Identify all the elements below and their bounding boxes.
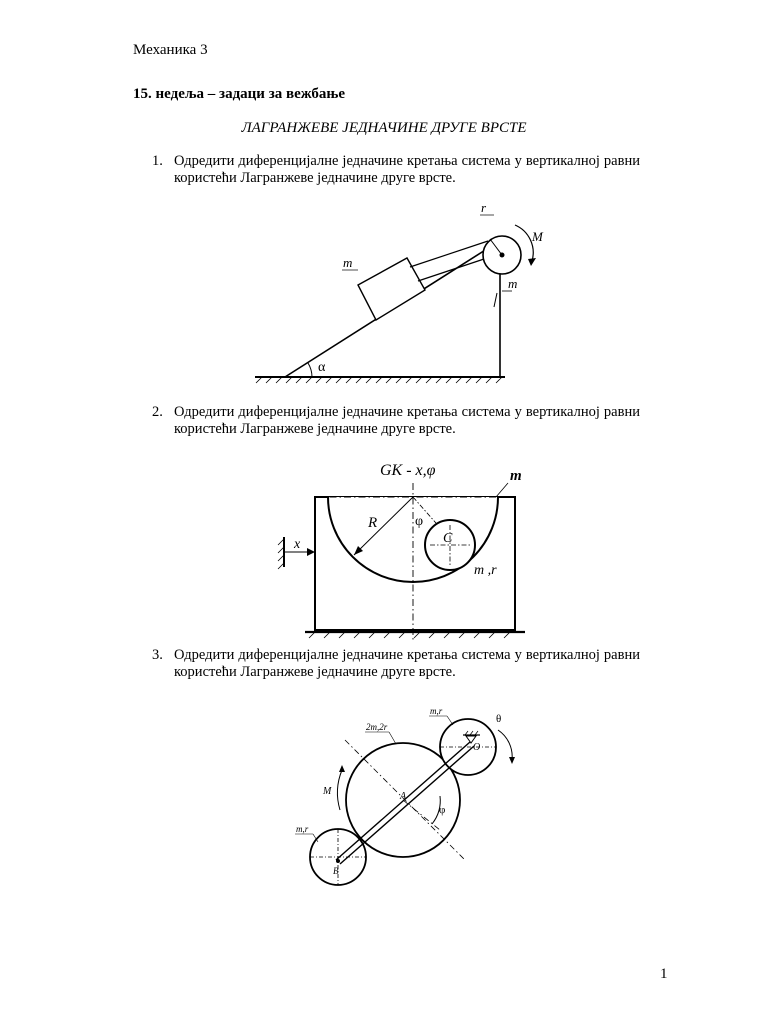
figure-3-gear-train [290,700,540,900]
page-number: 1 [660,966,668,982]
figure-1-incline-pulley [250,195,570,390]
label-B: B [333,866,339,876]
task-1 [152,153,640,187]
label-cylinder-mass-radius: m ,r [474,563,497,578]
task-text: Одредити диференцијалне једначине кретања система у вертикалној равни користећи Лагранжеве једначине друге врсте. [174,647,640,680]
label-moment: M [532,229,543,244]
task-number: 3. [152,647,163,663]
label-generalized-coords: GK - x,φ [380,462,436,479]
label-alpha: α [318,360,326,375]
label-left-disc: m,r [296,824,309,834]
task-number: 2. [152,404,163,420]
label-top-disc: m,r [430,706,443,716]
label-O: O [473,742,481,753]
task-3 [152,647,640,681]
figure-2-cart-with-cylinder [270,455,550,645]
course-header: Механика 3 [133,42,208,58]
label-block-mass: m [343,255,353,270]
task-2 [152,404,640,438]
label-r: r [481,200,487,215]
label-big-disc: 2m,2r [366,722,388,732]
week-title: 15. недеља – задаци за вежбање [133,86,346,102]
label-M: M [323,786,332,797]
task-text: Одредити диференцијалне једначине кретања система у вертикалној равни користећи Лагранжеве једначине друге врсте. [174,153,640,186]
label-theta: θ [496,713,502,725]
label-rope-mass: m [508,276,518,291]
label-cart-mass: m [510,468,522,484]
label-phi: φ [439,804,446,816]
label-x: x [294,537,301,552]
section-title: ЛАГРАНЖЕВЕ ЈЕДНАЧИНЕ ДРУГЕ ВРСТЕ [241,120,527,136]
label-R: R [368,515,378,531]
task-text: Одредити диференцијалне једначине кретања система у вертикалној равни користећи Лагранжеве једначине друге врсте. [174,404,640,437]
task-number: 1. [152,153,163,169]
label-C: C [443,531,453,546]
label-phi: φ [415,514,424,529]
label-A: A [400,791,407,802]
